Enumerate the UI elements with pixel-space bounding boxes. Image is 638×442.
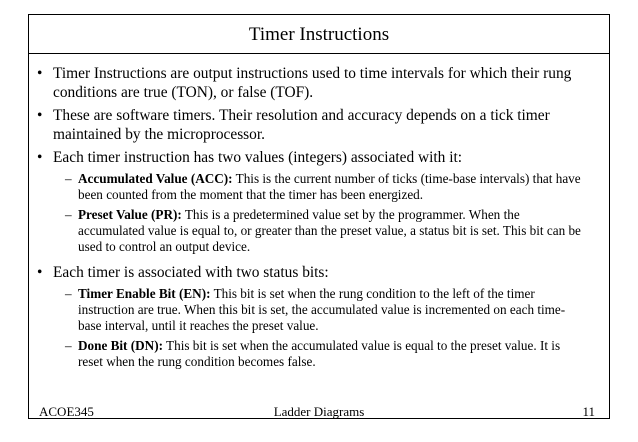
bullet-text: Timer Instructions are output instructions used to time intervals for which their rung conditions are true (TON), or false (TOF). [53, 65, 572, 101]
sub-item [29, 286, 588, 334]
footer-page-number: 11 [582, 404, 595, 419]
sub-item-term: Accumulated Value (ACC): [78, 171, 233, 186]
bullet-item [29, 64, 583, 102]
sub-item-text: This bit is set when the accumulated value is equal to the preset value. It is reset when the rung condition becomes false. [78, 338, 561, 369]
sub-item-term: Timer Enable Bit (EN): [78, 286, 211, 301]
slide-frame [28, 14, 610, 419]
bullet-marker: • [37, 65, 43, 82]
sub-item-marker: – [65, 286, 72, 301]
sub-item-marker: – [65, 207, 72, 222]
bullet-marker: • [37, 107, 43, 124]
sub-item-text: This is a predetermined value set by the programmer. When the accumulated value is equal to, or greater than the preset value, a status bit is set. This bit can be used to control an output device. [78, 207, 581, 254]
bullet-text: Each timer instruction has two values (integers) associated with it: [53, 149, 463, 166]
footer-course: ACOE345 [39, 404, 94, 419]
slide-title: Timer Instructions [29, 15, 609, 54]
bullet-item [29, 106, 583, 144]
sub-item-marker: – [65, 171, 72, 186]
footer-topic: Ladder Diagrams [273, 404, 365, 419]
sub-item [29, 338, 588, 370]
sub-item-marker: – [65, 338, 72, 353]
bullet-item [29, 148, 583, 167]
sub-item-text: This is the current number of ticks (time-base intervals) that have been counted from the moment that the timer has been energized. [78, 171, 581, 202]
sub-item-text: This bit is set when the rung condition to the left of the timer instruction are true. When this bit is set, the accumulated value is incremented on each time-base interval, until it reaches the preset value. [78, 286, 566, 333]
bullet-item [29, 263, 583, 282]
sub-item-term: Preset Value (PR): [78, 207, 182, 222]
sub-item [29, 207, 588, 255]
bullet-marker: • [37, 264, 43, 281]
sub-item [29, 171, 588, 203]
bullet-text: These are software timers. Their resolution and accuracy depends on a tick timer maintained by the microprocessor. [53, 107, 550, 143]
slide-body [29, 64, 609, 374]
bullet-marker: • [37, 149, 43, 166]
bullet-text: Each timer is associated with two status bits: [53, 264, 329, 281]
sub-item-term: Done Bit (DN): [78, 338, 163, 353]
